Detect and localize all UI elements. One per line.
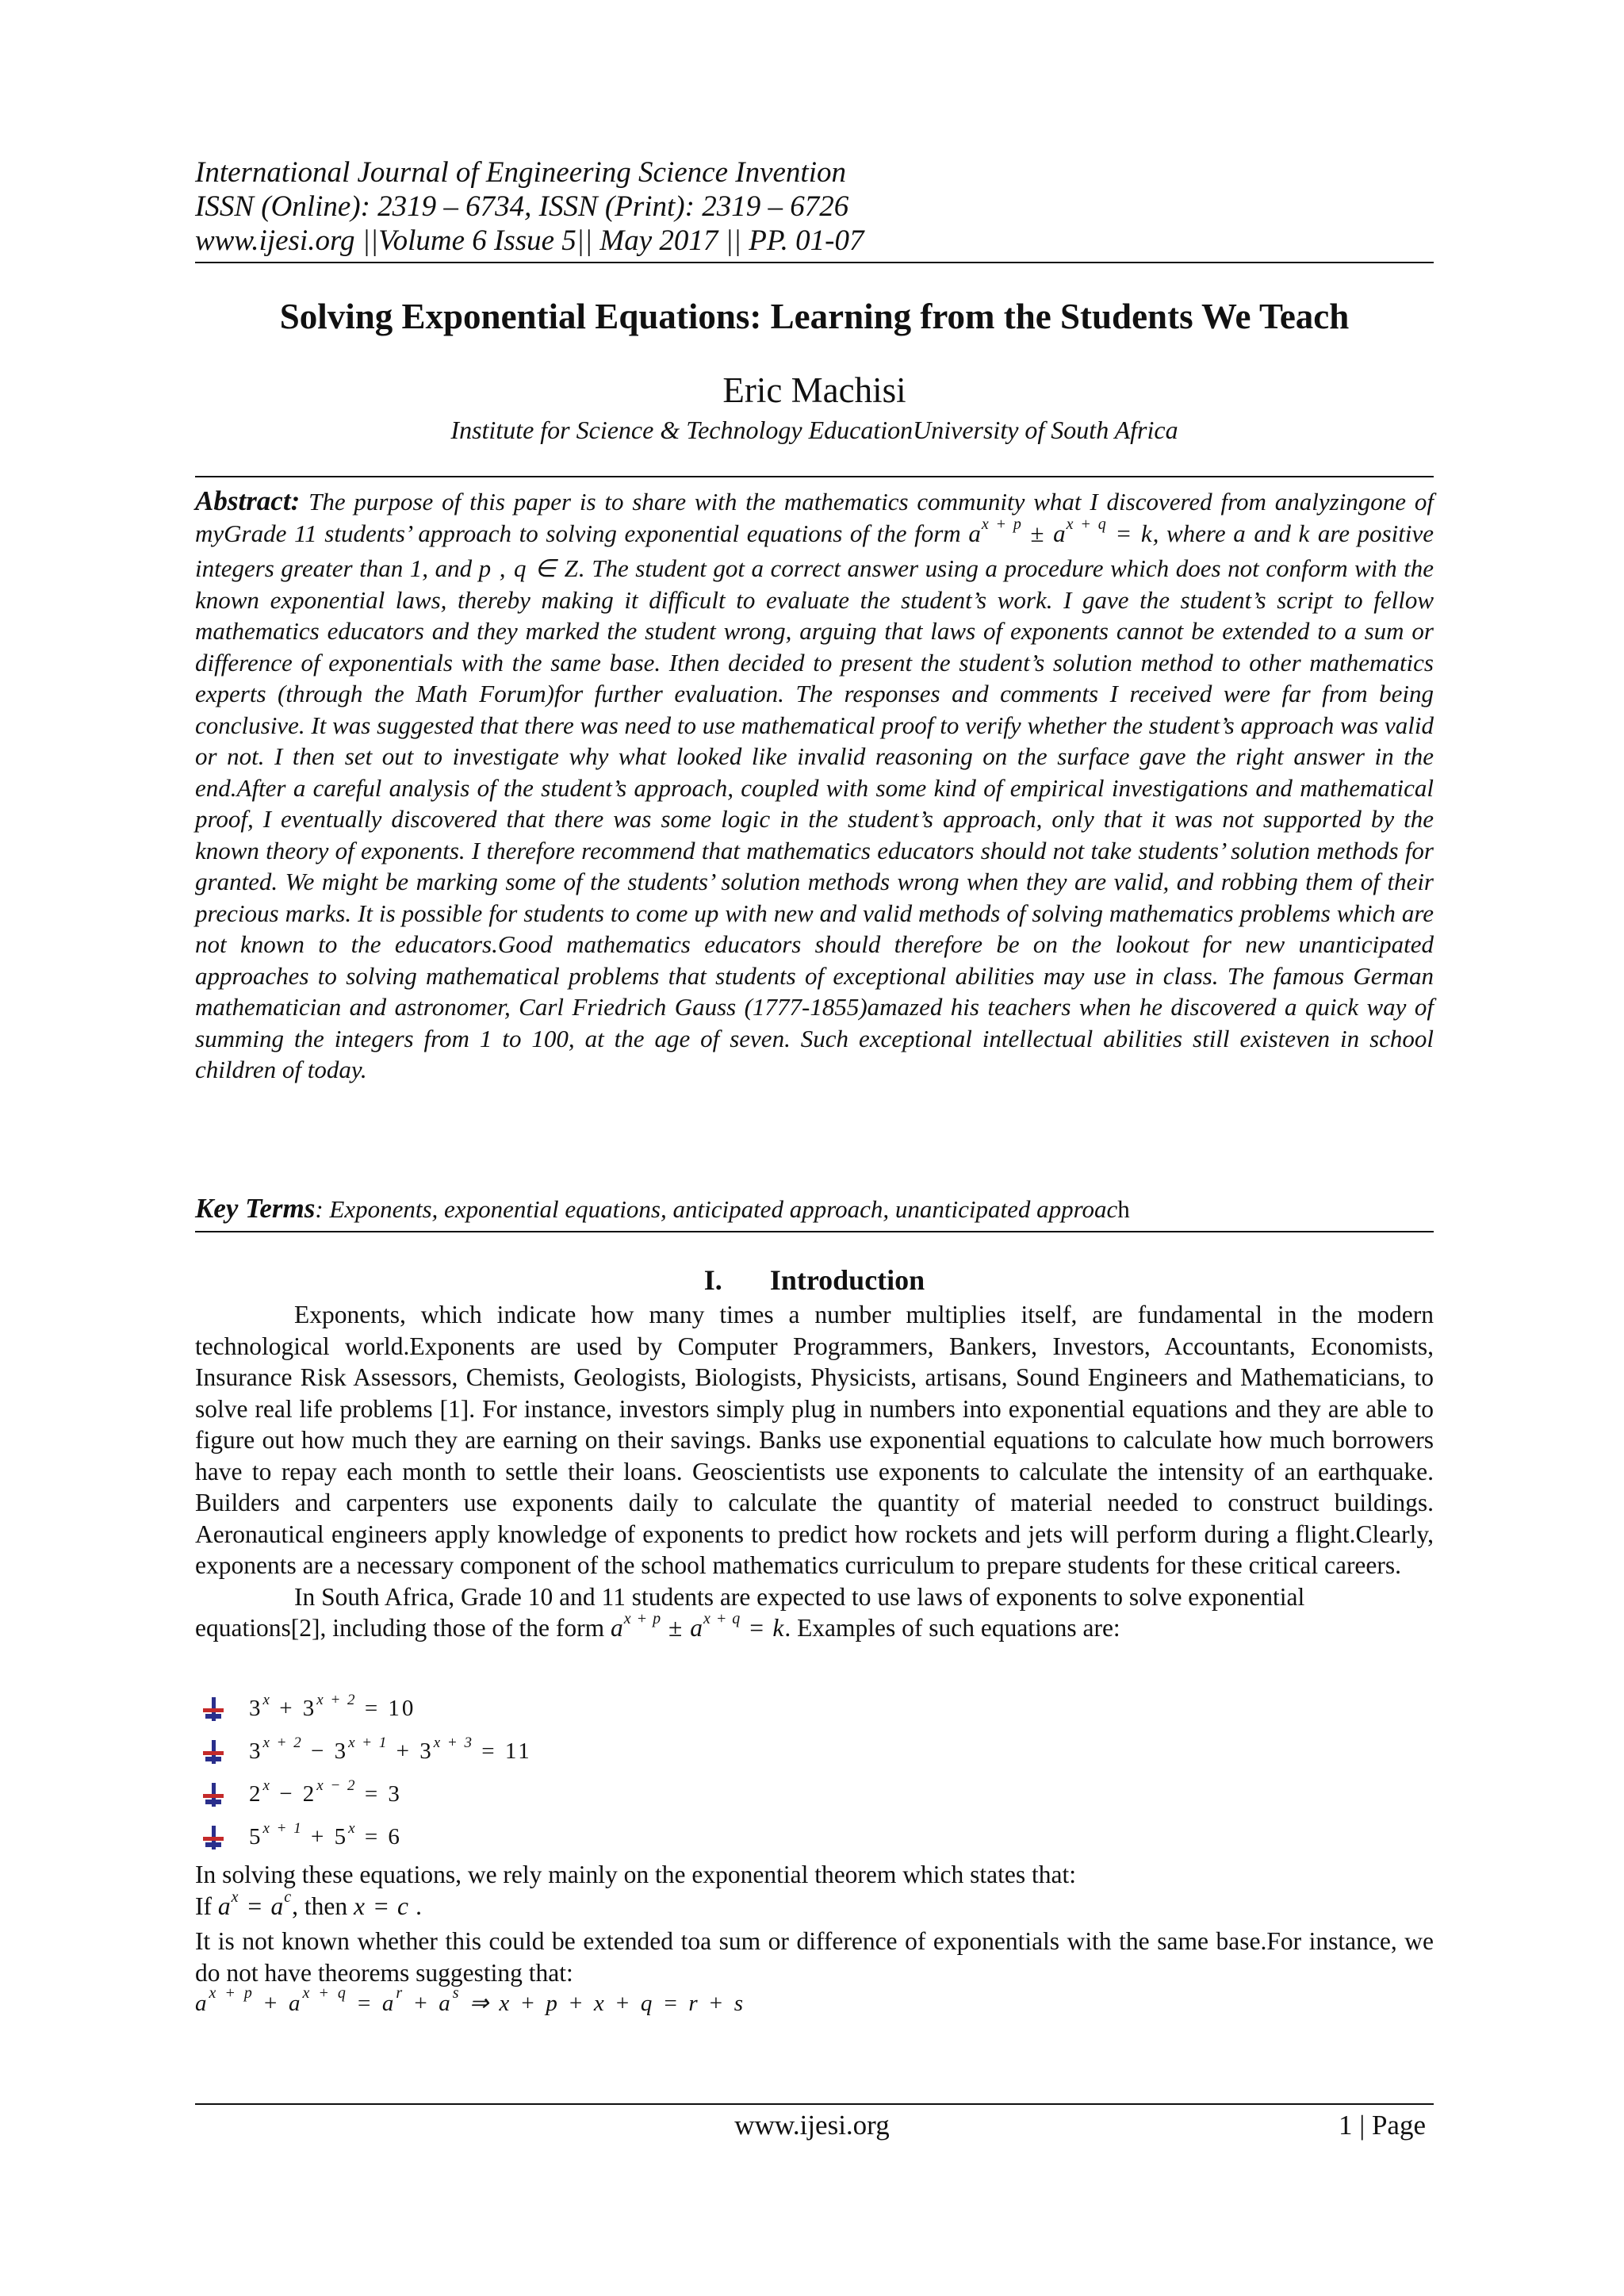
key-terms-list: Exponents, exponential equations, anticipated approach, unanticipated approac: [329, 1195, 1118, 1223]
journal-name: International Journal of Engineering Science Invention: [195, 156, 846, 189]
list-item: [195, 1689, 829, 1732]
intro-body-continued: [195, 1859, 1434, 2022]
abstract-cond: are positive integers greater than 1, and: [195, 519, 1434, 582]
footer-rule: [195, 2103, 1434, 2105]
example-equation-2: $3^{x + 2} - 3^{x + 1} + 3^{x + 3} = 11$: [249, 1734, 532, 1764]
paper-affiliation: Institute for Science & Technology EducationUniversity of South Africa: [450, 416, 1178, 444]
theorem-equation: $a^x = a^c$: [217, 1888, 293, 1920]
abstract-rule: [195, 476, 1434, 477]
journal-issn: ISSN (Online): 2319 – 6734, ISSN (Print): 2319 – 6726: [195, 190, 849, 223]
abstract: [195, 485, 1434, 1086]
footer-page-number: 1 | Page: [1338, 2110, 1426, 2141]
section-number: I.: [703, 1264, 722, 1296]
abstract-label: Abstract:: [195, 485, 301, 516]
intro-paragraph-4: It is not known whether this could be extended toa sum or difference of exponentials with the same base.For instance, we do not have theorems suggesting that:: [195, 1927, 1434, 1987]
bullet-arrow-icon: [203, 1783, 224, 1807]
theorem-conclusion: x = c .: [354, 1892, 423, 1920]
example-list: [195, 1689, 829, 1861]
intro-paragraph-3: In solving these equations, we rely mainly on the exponential theorem which states that:: [195, 1861, 1076, 1888]
intro-paragraph-2: In South Africa, Grade 10 and 11 students are expected to use laws of exponents to solve exponential: [294, 1582, 1305, 1611]
intro-body: [195, 1299, 1434, 1648]
key-terms-rule: [195, 1231, 1434, 1232]
final-equation: $a^{x + p} + a^{x + q} = a^r + a^s$ ⇒ x + p + x + q = r + s: [195, 1984, 746, 2016]
example-equation-3: $2^x - 2^{x - 2} = 3$: [249, 1777, 402, 1807]
intro-paragraph-2-cont: equations[2], including those of the form $a^{x + p} \pm a^{x + q} = k$. Examples of such equations are:: [195, 1610, 1120, 1642]
key-terms: Key Terms: Exponents, exponential equations, anticipated approach, unanticipated approach: [195, 1193, 1130, 1224]
paper-title: Solving Exponential Equations: Learning from the Students We Teach: [279, 297, 1350, 336]
abstract-and: and: [1254, 519, 1291, 547]
abstract-var-k: k: [1298, 519, 1311, 547]
abstract-form-equation: $a^{x + p} \pm a^{x + q} = k$: [968, 515, 1153, 547]
list-item: [195, 1732, 829, 1775]
footer-website: www.ijesi.org: [734, 2110, 890, 2141]
intro-paragraph-1: Exponents, which indicate how many times a number multiplies itself, are fundamental in the modern technological world.Exponents are used by Computer Programmers, Bankers, Investors, Accountants, Economists, Insurance Risk Assessors, Chemists, Geologists, Biologists, Physicists, artisans, Sound Engineers and Mathematicians, to solve real life problems [1]. For instance, investors simply plug in numbers into exponential equations and they are able to figure out how much they are earning on their savings. Banks use exponential equations to calculate how much borrowers have to repay each month to settle their loans. Geoscientists use exponents to calculate the intensity of an earthquake. Builders and carpenters use exponents daily to calculate the quantity of material needed to construct buildings. Aeronautical engineers apply knowledge of exponents to predict how rockets and jets will perform during a flight.Clearly, exponents are a necessary component of the school mathematics curriculum to prepare students for these critical careers.: [195, 1301, 1434, 1579]
example-equation-1: $3^x + 3^{x + 2} = 10$: [249, 1692, 416, 1721]
abstract-pq-set: p , q ∈ Z: [478, 554, 579, 582]
example-equation-4: $5^{x + 1} + 5^x = 6$: [249, 1820, 402, 1849]
list-item: [195, 1775, 829, 1818]
bullet-arrow-icon: [203, 1826, 224, 1849]
section-heading: [195, 1263, 1434, 1297]
abstract-var-a: a: [1233, 519, 1247, 547]
bullet-arrow-icon: [203, 1697, 224, 1721]
list-item: [195, 1818, 829, 1861]
header-rule: [195, 262, 1434, 263]
abstract-rest: . The student got a correct answer using a procedure which does not conform with the known exponential laws, thereby making it difficult to evaluate the student’s work. I gave the student’s script to fellow mathematics educators and they marked the student wrong, arguing that laws of exponents cannot be extended to a sum or difference of exponentials with the same base. Ithen decided to present the student’s solution method to other mathematics experts (through the Math Forum)for further evaluation. The responses and comments I received were far from being conclusive. It was suggested that there was need to use mathematical proof to verify whether the student’s approach was valid or not. I then set out to investigate why what looked like invalid reasoning on the surface gave the right answer in the end.After a careful analysis of the student’s approach, coupled with some kind of empirical investigations and mathematical proof, I eventually discovered that there was some logic in the student’s approach, only that it was not supported by the known theory of exponents. I therefore recommend that mathematics educators should not take students’ solution methods for granted. We might be marking some of the students’ solution methods wrong when they are valid, and robbing them of their precious marks. It is possible for students to come up with new and valid methods of solving mathematics problems which are not known to the educators.Good mathematics educators should therefore be on the lookout for new unanticipated approaches to solving mathematical problems that students of exceptional abilities may use in class. The famous German mathematician and astronomer, Carl Friedrich Gauss (1777-1855)amazed his teachers when he discovered a quick way of summing the integers from 1 to 100, at the age of seven. Such exceptional intellectual abilities still existeven in school children of today.: [195, 554, 1434, 1083]
key-terms-label: Key Terms: [195, 1193, 316, 1224]
abstract-where: , where: [1152, 519, 1226, 547]
abstract-intro: The purpose of this paper is to share with the mathematics community what I discovered from analyzingone of myGrade 11 students’ approach to solving exponential equations of the form: [195, 488, 1434, 547]
bullet-arrow-icon: [203, 1740, 224, 1764]
journal-header: [195, 155, 1434, 258]
theorem-line: If $a^x = a^c$, then x = c .: [195, 1888, 423, 1920]
section-title: Introduction: [769, 1264, 925, 1296]
journal-volume: www.ijesi.org ||Volume 6 Issue 5|| May 2017 || PP. 01-07: [195, 224, 864, 257]
form-equation: $a^{x + p} \pm a^{x + q} = k$: [611, 1610, 785, 1642]
paper-author: Eric Machisi: [722, 370, 906, 410]
